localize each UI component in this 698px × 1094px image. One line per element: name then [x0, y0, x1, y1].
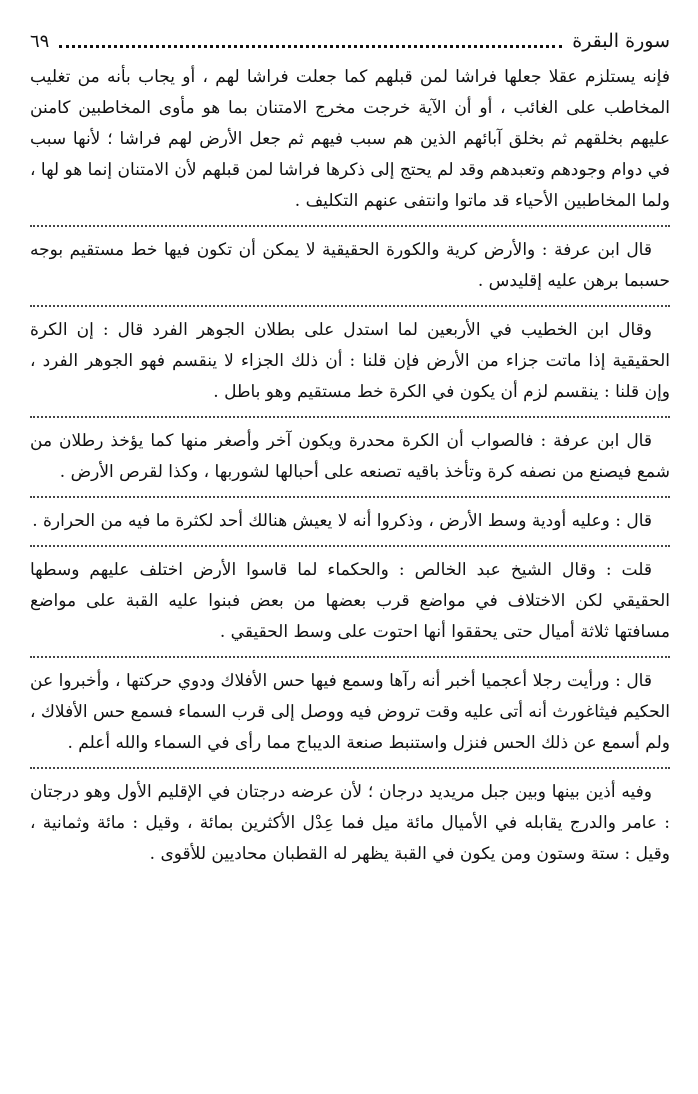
paragraph-divider	[30, 416, 670, 418]
paragraph-divider	[30, 767, 670, 769]
paragraph: قال ابن عرفة : فالصواب أن الكرة محدرة ويكون آخر وأصغر منها كما يؤخذ رطلان من شمع فيصنع من نصفه كرة وتأخذ باقيه تصنعه على أحبالها لشوربها ، وكذا لقرص الأرض .	[30, 431, 670, 482]
page	[30, 26, 670, 878]
paragraph-divider	[30, 656, 670, 658]
paragraph-divider	[30, 305, 670, 307]
paragraph: وقال ابن الخطيب في الأربعين لما استدل على بطلان الجوهر الفرد قال : إن الكرة الحقيقية إذا ماتت جزاء من الأرض فإن قلنا : أن ذلك الجزاء لا ينقسم فهو الجوهر الفرد ، وإن قلنا : ينقسم لزم أن يكون في الكرة خط مستقيم وهو باطل .	[30, 320, 670, 402]
paragraph: قال : وعليه أودية وسط الأرض ، وذكروا أنه لا يعيش هنالك أحد لكثرة ما فيه من الحرارة .	[32, 511, 652, 531]
header-dotted-leader	[59, 35, 562, 48]
page-number: ٦٩	[30, 30, 50, 52]
page-body	[30, 62, 670, 870]
paragraph-divider	[30, 545, 670, 547]
paragraph: قال : ورأيت رجلا أعجميا أخبر أنه رآها وسمع فيها حس الأفلاك ودوي حركتها ، وأخبروا عن الحكيم فيثاغورث أنه أتى عليه وقت تروض فيه ووصل إلى قرب السماء فسمع حس الأفلاك ، ولم أسمع عن ذلك الحس فنزل واستنبط صنعة الديباج مما رأى في السماء والله أعلم .	[30, 671, 670, 753]
paragraph: وفيه أذين بينها وبين جبل مريديد درجان ؛ لأن عرضه درجتان في الإقليم الأول وهو درجتان : عامر والدرج يقابله في الأميال مائة ميل فما عِدْل الأكثرين بمائة ، وقيل : مائة وثمانية ، وقيل : ستة وستون ومن يكون في القبة يظهر له القطبان محاديين للأقوى .	[30, 782, 670, 864]
paragraph: قلت : وقال الشيخ عبد الخالص : والحكماء لما قاسوا الأرض اختلف عليهم وسطها الحقيقي لكن الاختلاف في مواضع قرب بعضها من بعض فبنوا عليه القبة على مواضع مسافتها ثلاثة أميال حتى يحققوا أنها احتوت على وسط الحقيقي .	[30, 560, 670, 642]
paragraph: قال ابن عرفة : والأرض كرية والكورة الحقيقية لا يمكن أن تكون فيها خط مستقيم بوجه حسبما برهن عليه إقليدس .	[30, 240, 670, 291]
paragraph-divider	[30, 225, 670, 227]
surah-title: سورة البقرة	[572, 30, 670, 52]
page-header	[30, 26, 670, 56]
paragraph: فإنه يستلزم عقلا جعلها فراشا لمن قبلهم كما جعلت فراشا لهم ، أو يجاب بأنه من تغليب المخاطب على الغائب ، أو أن الآية خرجت مخرج الامتنان بما هو مأوى المخاطبين كامنن عليهم بخلقهم ثم بخلق آبائهم الذين هم سبب فيهم ثم جعل الأرض لهم فراشا ؛ لأنها سبب في دوام وجودهم وتعبدهم وقد لم يحتج إلى ذكرها فراشا لمن قبلهم لأن الامتنان إنما هو لها ، ولما المخاطبين الأحياء قد ماتوا وانتفى عنهم التكليف .	[30, 67, 670, 211]
paragraph-divider	[30, 496, 670, 498]
